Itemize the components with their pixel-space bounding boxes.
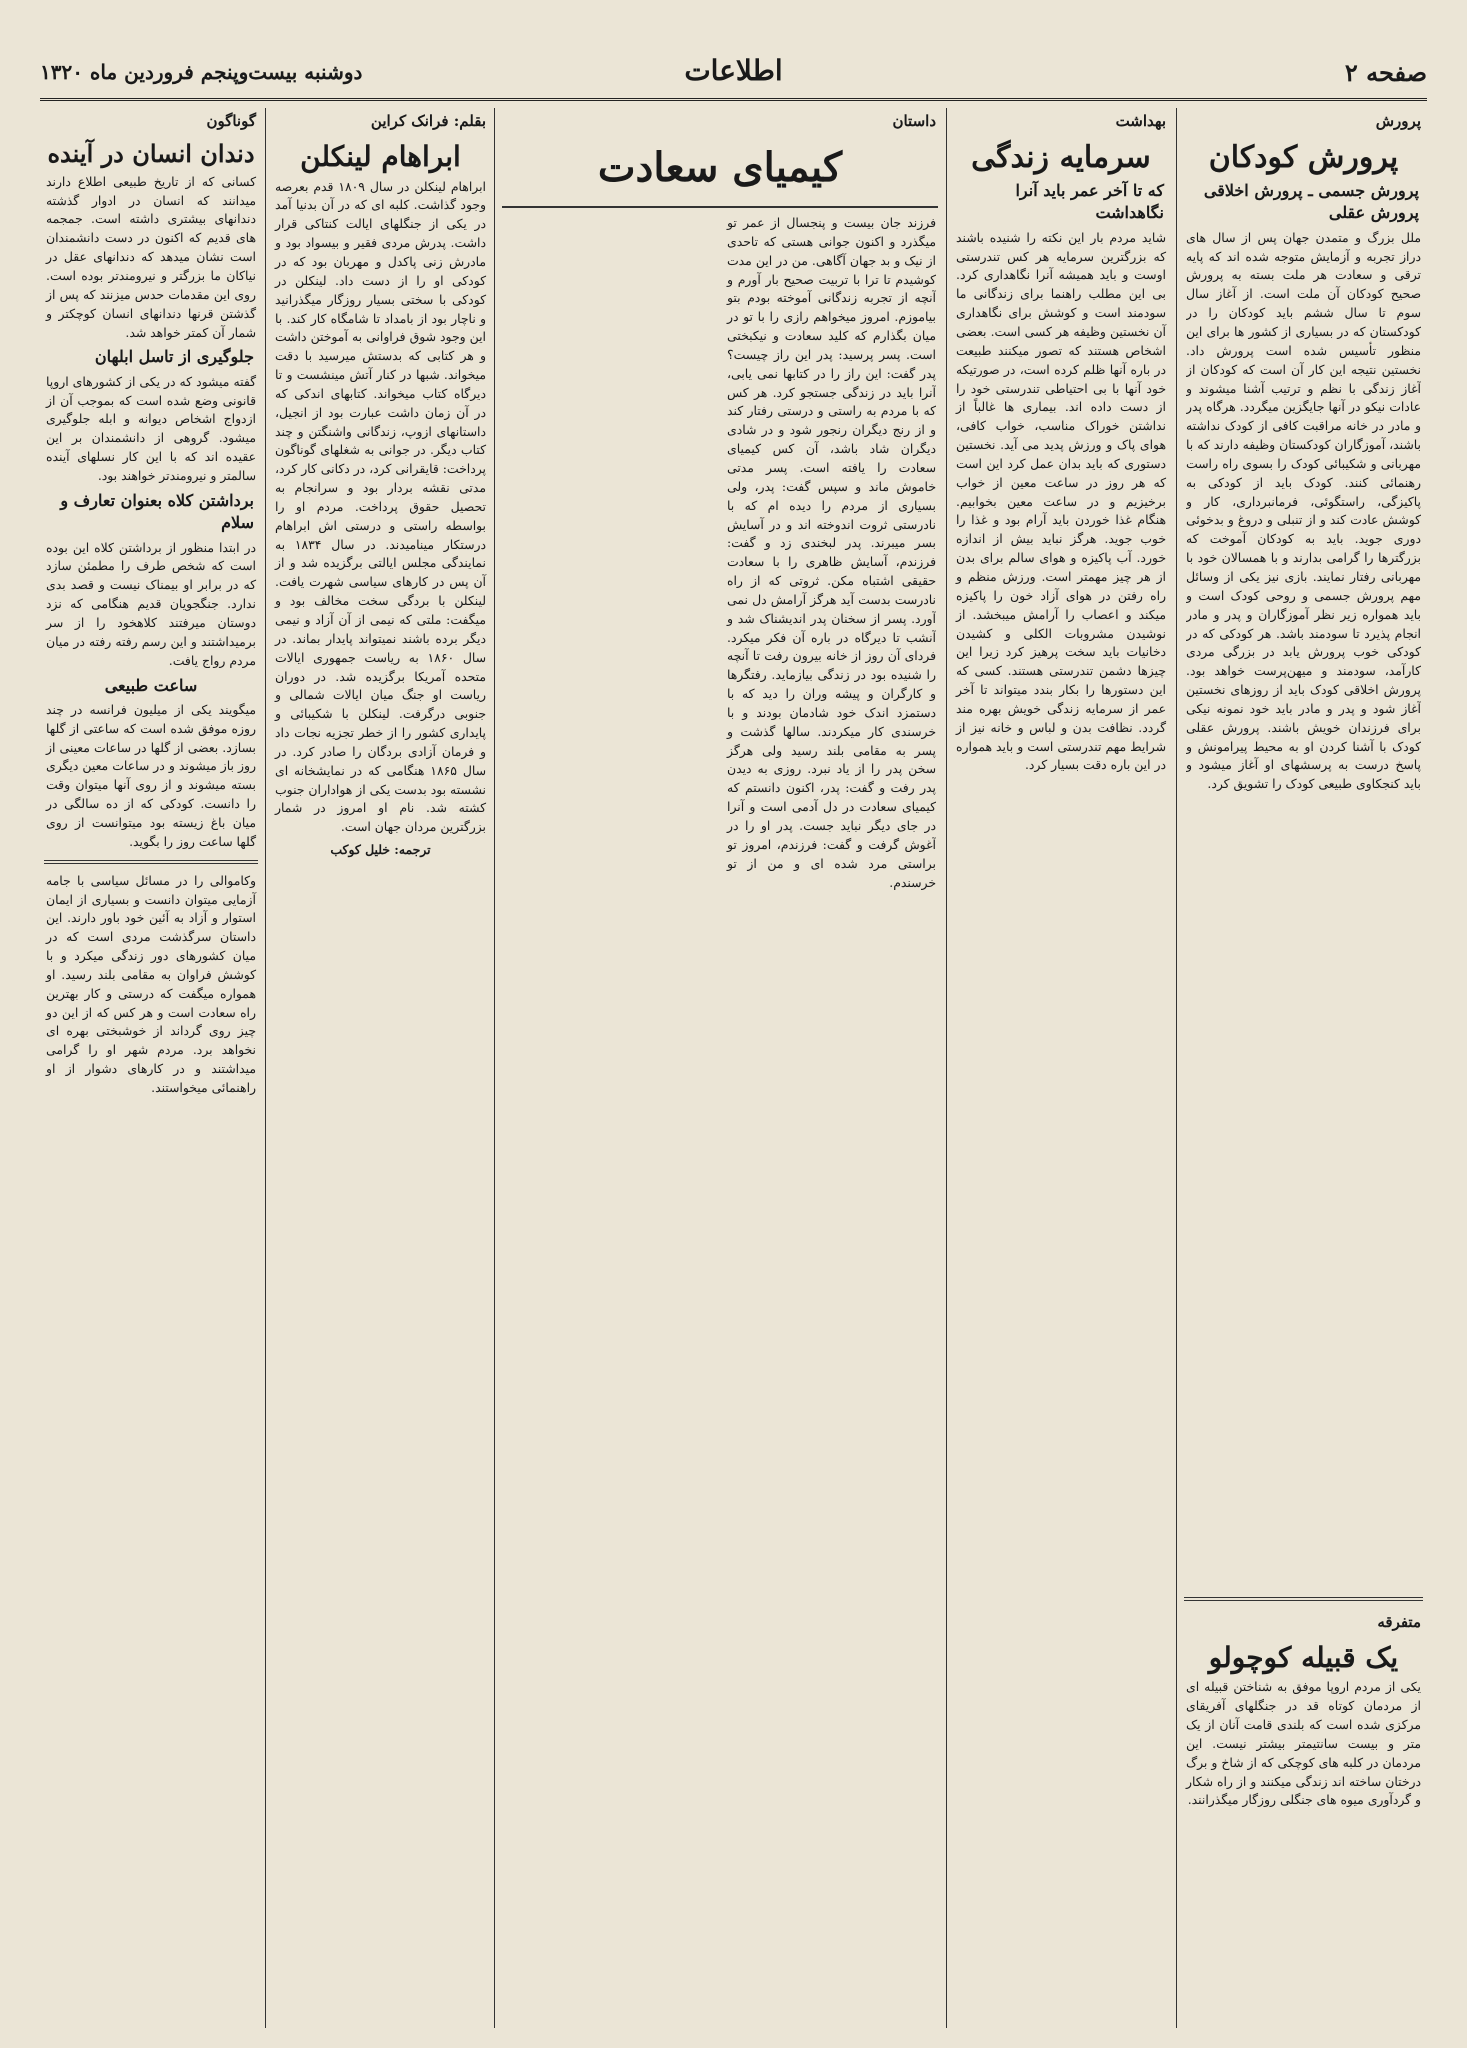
column-rule	[946, 108, 947, 2028]
article-body: ابراهام لینکلن در سال ۱۸۰۹ قدم بعرصه وجود گذاشت. کلبه ای که در آن بدنیا آمد در یکی از جنگلهای ایالت کنتاکی قرار داشت. پدرش مردی فقیر و بیسواد بود و مادرش زنی پاکدل و مهربان بود که در کودکی او را از دست داد. لینکلن در کودکی با سختی بسیار روزگار میگذرانید و ناچار بود از بامداد تا شامگاه کار کند. با این وجود شوق فراوانی به آموختن داشت و هر کتابی که بدستش میرسید با دقت میخواند. شبها در کنار آتش مینشست و تا دیرگاه کتاب میخواند. کتابهای اندکی که در آن زمان داشت عبارت بود از انجیل، داستانهای ازوپ، زندگانی واشنگتن و چند کتاب دیگر. در جوانی به شغلهای گوناگون پرداخت: قایقرانی کرد، در دکانی کار کرد، مدتی نقشه بردار بود و سرانجام به تحصیل حقوق پرداخت. مردم او را بواسطه راستی و درستی اش ابراهام درستکار مینامیدند. در سال ۱۸۳۴ به نمایندگی مجلس ایالتی برگزیده شد و از آن پس در کارهای سیاسی شهرت یافت. لینکلن با بردگی سخت مخالف بود و میگفت: ملتی که نیمی از آن آزاد و نیمی دیگر برده باشند نمیتواند پایدار بماند. در سال ۱۸۶۰ به ریاست جمهوری ایالات متحده آمریکا برگزیده شد. در دوران ریاست او جنگ میان ایالات شمالی و جنوبی درگرفت. لینکلن با شکیبائی و پایداری کشور را از خطر تجزیه نجات داد و فرمان آزادی بردگان را صادر کرد. در سال ۱۸۶۵ هنگامی که در نمایشخانه ای نشسته بود بدست یکی از هواداران جنوب کشته شد. نام او امروز در شمار بزرگترین مردان جهان است.	[275, 178, 486, 835]
article-subtitle: پرورش جسمی ـ پرورش اخلاقی پرورش عقلی	[1203, 181, 1419, 223]
masthead: اطلاعات	[684, 54, 783, 87]
section-name: داستان	[892, 112, 936, 130]
column-rule	[494, 108, 495, 2028]
column-story	[498, 108, 942, 2028]
column-miscellany	[40, 108, 262, 2028]
column-health	[950, 108, 1172, 2028]
subheading: ساعت طبیعی	[104, 675, 198, 695]
article-body: کسانی که از تاریخ طبیعی اطلاع دارند میدانند که انسان در ادوار گذشته دندانهای بیشتری داشته است. جمجمه های قدیم که اکنون در دست دانشمندان است نشان میدهد که دندانهای عقل در نیاکان ما بزرگتر و نیرومندتر بوده است. روی این مقدمات حدس میزنند که پس از گذشتن قرنها دندانهای انسان کوچکتر و شمار آن کمتر خواهد شد.	[46, 173, 256, 340]
article-subtitle: که تا آخر عمر باید آنرا نگاهداشت	[1015, 181, 1164, 223]
subheading: جلوگیری از تاسل ابلهان	[94, 347, 254, 367]
article-title: سرمایه زندگی	[971, 140, 1151, 175]
article-title: ابراهام لینکلن	[300, 140, 461, 173]
misc-body: یکی از مردم اروپا موفق به شناختن قبیله ای از مردمان کوتاه قد در جنگلهای آفریقای مرکزی شده است که بلندی قامت آنان از یک متر و بیست سانتیمتر بیشتر نیست. این مردمان در کلبه های کوچکی که از شاخ و برگ درختان ساخته اند زندگی میکنند و از راه شکار و گردآوری میوه های جنگلی روزگار میگذرانند.	[1186, 1679, 1421, 1808]
byline: بقلم: فرانک کراین	[370, 112, 486, 130]
column-rule	[265, 108, 266, 2028]
article-body: وکاموالی را در مسائل سیاسی با جامه آزمایی میتوان دانست و بسیاری از ایمان استوار و آزاد به آئین خود باور دارند. این داستان سرگذشت مردی است که در میان کشورهای دور زندگی میکرد و با کوشش فراوان به مقامی بلند رسید. او همواره میگفت که درستی و کار بهترین راه سعادت است و هر کس که از این دو چیز روی گرداند از خوشبختی بهره ای نخواهد برد. مردم شهر او را گرامی میداشتند و در کارهای دشوار از او راهنمائی میخواستند.	[46, 872, 256, 1095]
misc-title: یک قبیله کوچولو	[1208, 1640, 1399, 1674]
article-body: گفته میشود که در یکی از کشورهای اروپا قانونی وضع شده است که بموجب آن از ازدواج اشخاص دیوانه و ابله جلوگیری میشود. گروهی از دانشمندان بر این عقیده اند که با این کار نسلهای آینده سالمتر و نیرومندتر خواهند بود.	[46, 373, 256, 483]
story-body: فرزند جان بیست و پنجسال از عمر تو میگذرد و اکنون جوانی هستی که تاحدی از نیک و بد جهان آگاهی. من در این مدت کوشیدم تا ترا با تربیت صحیح بار آورم و آنچه از تجربه زندگانی آموخته بودم بتو بیاموزم. امروز میخواهم رازی را با تو در میان بگذارم که کلید سعادت و نیکبختی است. پسر پرسید: پدر این راز چیست؟ پدر گفت: این راز را در کتابها نمی یابی، آنرا باید در زندگی جستجو کرد. هر کس که با مردم به راستی و درستی رفتار کند و از رنج دیگران رنجور شود و در شادی دیگران شاد باشد، آن کس کیمیای سعادت را یافته است. پسر مدتی خاموش ماند و سپس گفت: پدر، ولی بسیاری از مردم را دیده ام که با نادرستی ثروت اندوخته اند و در آسایش بسر میبرند. پدر لبخندی زد و گفت: فرزندم، آسایش ظاهری را با سعادت حقیقی اشتباه مکن. ثروتی که از راه نادرست بدست آید هرگز آرامش دل نمی آورد. پسر از سخنان پدر اندیشناک شد و آنشب تا دیرگاه در باره آن فکر میکرد. فردای آن روز از خانه بیرون رفت تا آنچه را شنیده بود در زندگی بیازماید. رفتگرها و کارگران و پیشه وران را دید که با دستمزد اندک خود شادمان بودند و با خرسندی کار میکردند. سالها گذشت و پسر به مقامی بلند رسید ولی هرگز سخن پدر را از یاد نبرد. روزی به دیدن پدر رفت و گفت: پدر، اکنون دانستم که کیمیای سعادت در دل آدمی است و آنرا در جای دیگر نباید جست. پدر او را در آغوش گرفت و گفت: فرزندم، امروز تو براستی مرد شده ای و من از تو خرسندم.	[727, 215, 936, 890]
section-label	[498, 108, 942, 134]
subheading: برداشتن کلاه بعنوان تعارف و سلام	[60, 490, 254, 533]
column-rule	[1176, 108, 1177, 2028]
article-body: ملل بزرگ و متمدن جهان پس از سال های دراز تجربه و آزمایش متوجه شده اند که پایه ترقی و سعادت هر ملت بسته به پرورش صحیح کودکان آن ملت است. از آغاز سال سوم تا سال ششم باید کودکان را در کودکستان که در بسیاری از کشور ها برای این منظور تأسیس شده است پرورش داد. نخستین نتیجه این کار آن است که کودکان از آغاز زندگی با نظم و ترتیب آشنا میشوند و عادات نیکو در آنها جایگزین میگردد. هرگاه پدر و مادر در خانه مراقبت کافی از کودک نداشته باشند، آموزگاران کودکستان وظیفه دارند که با مهربانی و شکیبائی کودک را بسوی راه راست رهنمائی کنند. کودک باید از کودکی به پاکیزگی، راستگوئی، فرمانبرداری، کار و کوشش عادت کند و از تنبلی و دروغ و بدخوئی دوری جوید. باید به کودکان آموخت که بزرگترها را گرامی بدارند و با همسالان خود با مهربانی رفتار نمایند. بازی نیز یکی از وسائل مهم پرورش جسمی و روحی کودک است و باید همواره زیر نظر آموزگاران و پدر و مادر انجام پذیرد تا سودمند باشد. هر کودکی که در کودکی خوب پرورش یابد در بزرگی مردی کارآمد، سودمند و میهن‌پرست خواهد بود. پرورش اخلاقی کودک باید از روزهای نخستین آغاز شود و پدر و مادر باید خود نمونه نیکی برای فرزندان خویش باشند. پرورش عقلی کودک با آشنا کردن او به محیط پیرامونش و پاسخ درست به پرسشهای او آغاز میشود و باید کنجکاوی طبیعی کودک را تشویق کرد.	[1186, 229, 1421, 792]
divider	[44, 860, 258, 864]
column-lincoln	[269, 108, 492, 2028]
page-header	[40, 48, 1427, 101]
column-child-rearing	[1180, 108, 1427, 2028]
section-label: گوناگون	[206, 112, 256, 130]
article-body: میگویند یکی از میلیون فرانسه در چند روزه موفق شده است که ساعتی از گلها بسازد. بعضی از گلها در ساعات معینی از روز باز میشوند و در ساعات معین دیگری بسته میشوند و از روی آنها میتوان وقت را دانست. کودکی که از ده سالگی در میان باغ زیسته بود میتوانست از روی گلها ساعت روز را بگوید.	[46, 701, 256, 849]
article-body: در ابتدا منظور از برداشتن کلاه این بوده است که شخص طرف را مطمئن سازد که در برابر او بیمناک نیست و قصد بدی ندارد. جنگجویان قدیم هنگامی که نزد دوستان میرفتند کلاهخود را از سر برمیداشتند و این رسم رفته رفته در میان مردم رواج یافت.	[46, 539, 256, 668]
story-title: کیمیای سعادت	[597, 144, 843, 191]
divider	[502, 206, 938, 208]
article-title: دندان انسان در آینده	[47, 139, 255, 168]
date-line: دوشنبه بیست‌وپنجم فروردین ماه ۱۳۲۰	[40, 60, 363, 84]
section-label: پرورش	[1375, 112, 1421, 130]
article-title: پرورش کودکان	[1208, 140, 1399, 175]
translator: ترجمه: خلیل کوکب	[330, 842, 431, 858]
section-label: بهداشت	[1115, 112, 1166, 130]
divider	[1184, 1597, 1423, 1601]
section-label-misc: متفرقه	[1377, 1612, 1421, 1631]
page-number: صفحه ۲	[1344, 58, 1427, 87]
article-body: شاید مردم بار این نکته را شنیده باشند که بزرگترین سرمایه هر کس تندرستی اوست و باید همیشه آنرا نگاهداری کرد. بی این مطلب راهنما برای زندگانی ما سودمند است و کوشش برای نگاهداری آن نخستین وظیفه هر کسی است. بعضی اشخاص هستند که تصور میکنند طبیعت در باره آنها ظلم کرده است، در صورتیکه خود آنها با بی احتیاطی تندرستی خود را از دست داده اند. بیماری ها غالباً از نداشتن خوراک مناسب، خواب کافی، هوای پاک و ورزش پدید می آید. نخستین دستوری که باید بدان عمل کرد این است که هر روز در ساعت معین از خواب برخیزیم و در ساعت معین بخوابیم. هنگام غذا خوردن باید آرام بود و غذا را خوب جوید. هرگز نباید بیش از اندازه خورد. آب پاکیزه و هوای سالم برای بدن از هر چیز مهمتر است. ورزش منظم و راه رفتن در هوای آزاد خون را پاکیزه میکند و اعصاب را آرامش میبخشد. از نوشیدن مشروبات الکلی و کشیدن دخانیات باید سخت پرهیز کرد زیرا این چیزها دشمن تندرستی هستند. کسی که این دستورها را بکار بندد میتواند تا آخر عمر از سرمایه زندگی خویش بهره مند گردد. نظافت بدن و لباس و خانه نیز از شرایط مهم تندرستی است و باید همواره در این باره دقت بسیار کرد.	[956, 229, 1166, 773]
